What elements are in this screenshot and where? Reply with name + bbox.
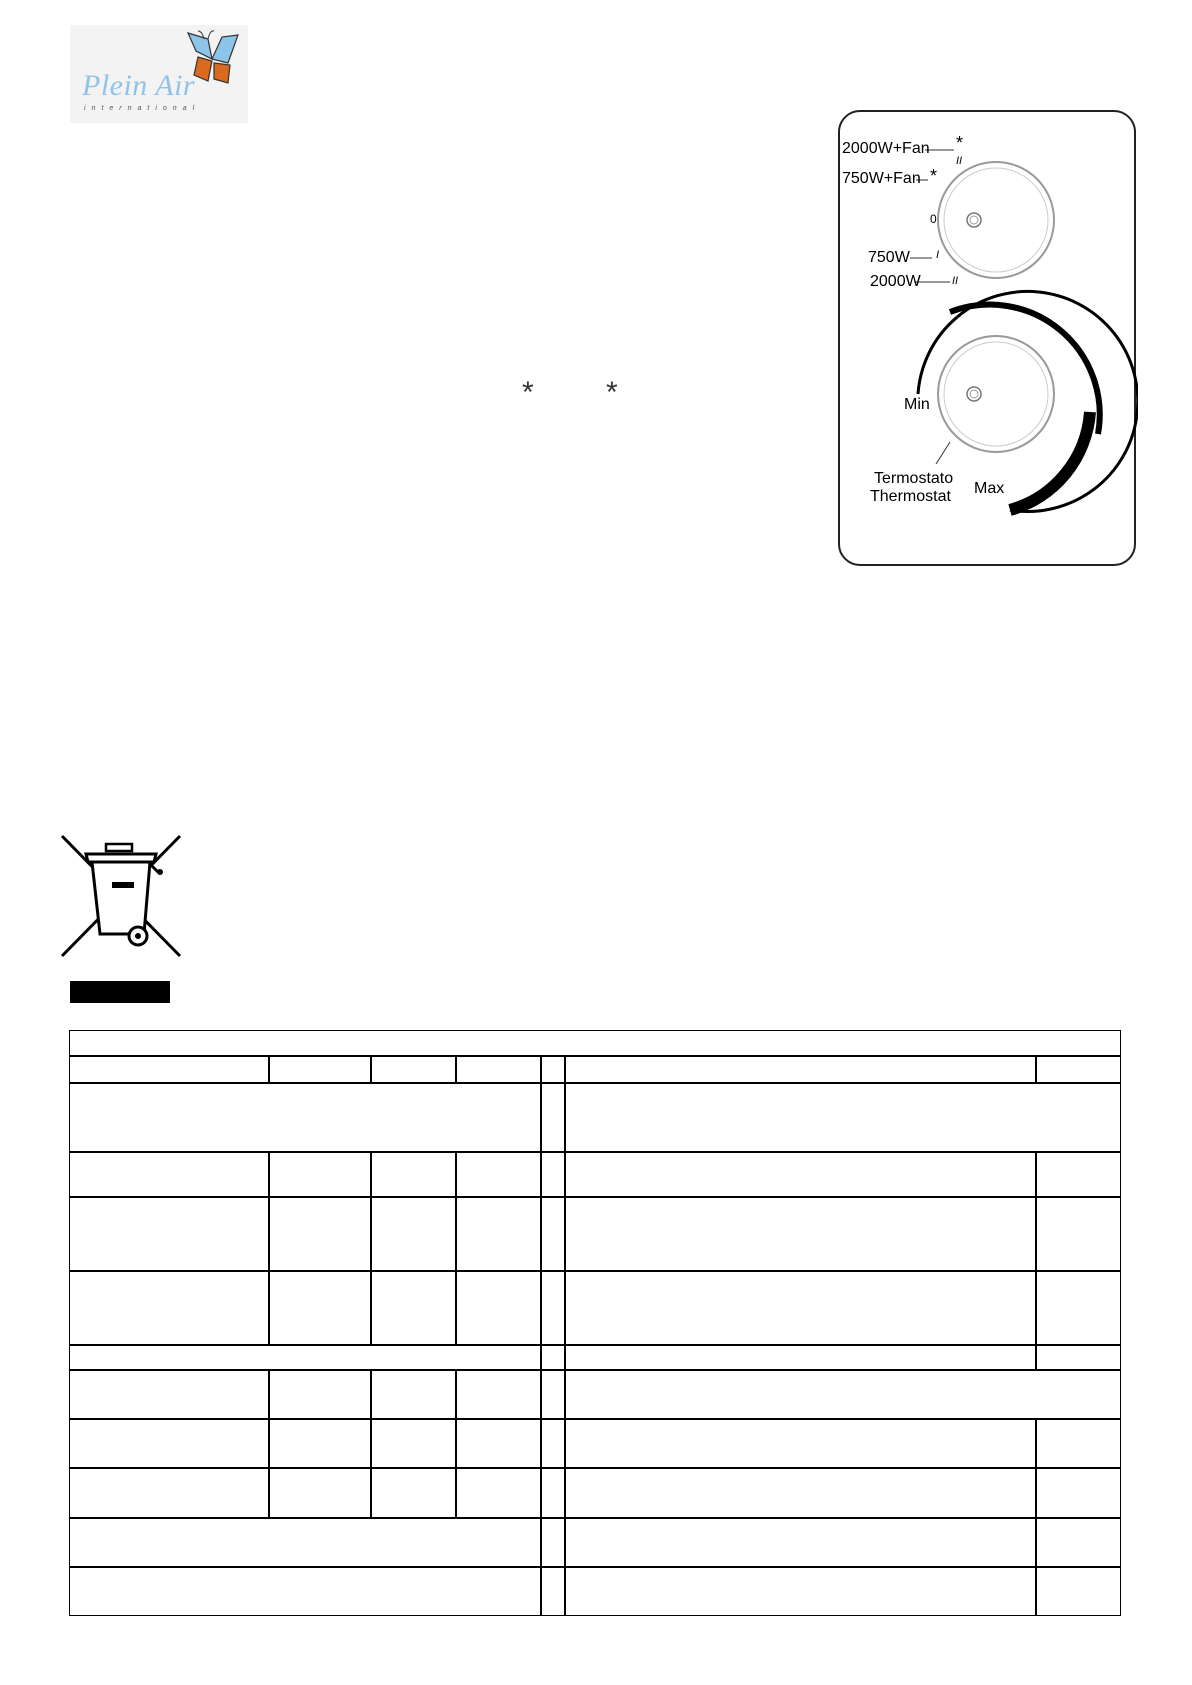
control-panel-diagram	[838, 110, 1136, 566]
table-row-divider	[70, 1344, 1120, 1346]
table-col-divider	[1035, 1055, 1037, 1082]
table-col-divider	[455, 1369, 457, 1517]
thermostat-label-en: Thermostat	[870, 488, 951, 505]
power-selector-knob	[938, 162, 1054, 278]
setting-two-glyph: II	[956, 155, 963, 167]
setting-750w-fan-label: 750W+Fan	[842, 170, 921, 187]
thermostat-knob	[938, 336, 1054, 452]
table-row-divider	[70, 1467, 1120, 1469]
fan-symbol-icon: *	[956, 133, 964, 153]
thermostat-label-it: Termostato	[874, 470, 954, 487]
brand-name: Plein Air	[82, 69, 196, 102]
setting-one-glyph: I	[936, 249, 940, 261]
specification-table	[69, 1030, 1121, 1616]
table-col-divider	[268, 1055, 270, 1082]
setting-two-glyph: II	[952, 275, 959, 287]
table-col-divider	[540, 1055, 542, 1615]
brand-logo	[70, 25, 248, 123]
table-col-divider	[370, 1055, 372, 1082]
table-col-divider	[455, 1151, 457, 1344]
setting-2000w-fan-label: 2000W+Fan	[842, 140, 930, 157]
table-col-divider	[1035, 1418, 1037, 1615]
table-col-divider	[1035, 1151, 1037, 1369]
fan-symbol-icon: *	[930, 166, 938, 186]
brand-subtitle: international	[84, 105, 201, 112]
table-row-divider	[70, 1082, 1120, 1084]
table-row-divider	[70, 1270, 1120, 1272]
table-row-divider	[70, 1151, 1120, 1153]
table-row-divider	[70, 1517, 1120, 1519]
table-row-divider	[70, 1055, 1120, 1057]
table-col-divider	[564, 1055, 566, 1615]
table-col-divider	[268, 1369, 270, 1517]
table-col-divider	[455, 1055, 457, 1082]
weee-black-bar	[70, 981, 170, 1003]
thermostat-max-label: Max	[974, 480, 1005, 497]
crossed-out-wheelie-bin-icon	[58, 832, 184, 960]
table-row-divider	[70, 1566, 1120, 1568]
table-row-divider	[70, 1369, 1120, 1371]
table-col-divider	[370, 1151, 372, 1344]
table-row-divider	[70, 1196, 1120, 1198]
setting-2000w-label: 2000W	[870, 273, 921, 290]
fan-symbol-icon: *	[606, 376, 618, 409]
setting-off-glyph: 0	[930, 212, 937, 226]
setting-750w-label: 750W	[868, 249, 910, 266]
table-row-divider	[70, 1418, 1120, 1420]
fan-symbol-icon: *	[522, 376, 534, 409]
table-col-divider	[268, 1151, 270, 1344]
thermostat-min-label: Min	[904, 396, 930, 413]
table-col-divider	[370, 1369, 372, 1517]
